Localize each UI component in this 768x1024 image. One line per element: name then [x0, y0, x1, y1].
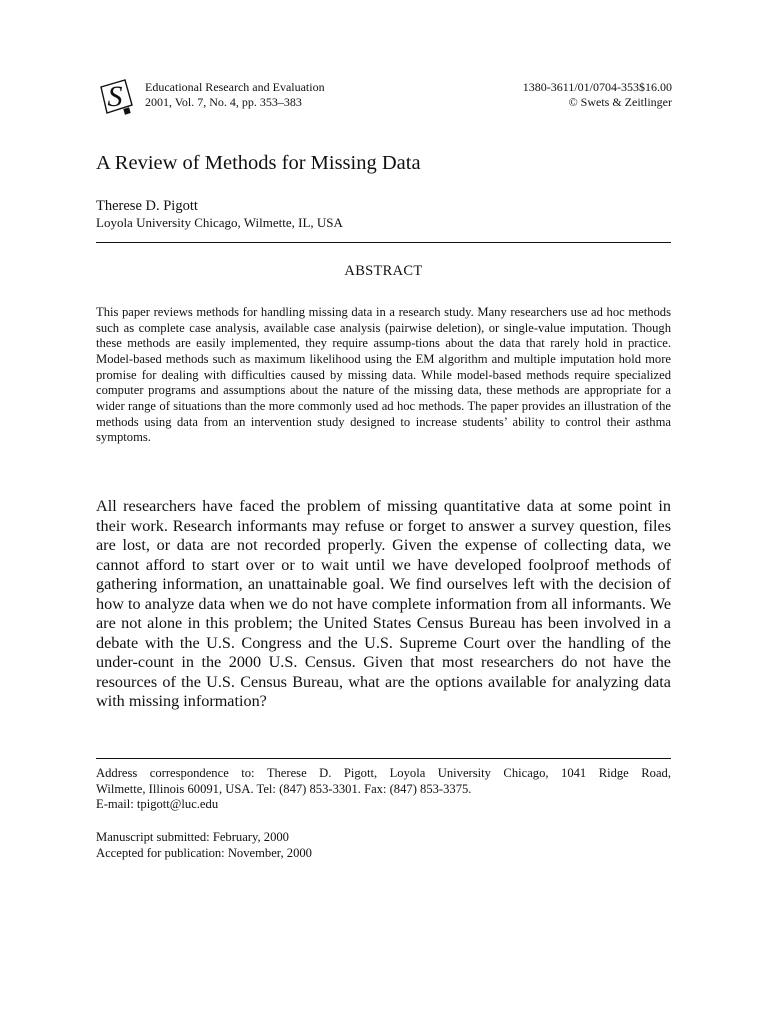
journal-citation: 2001, Vol. 7, No. 4, pp. 353–383	[145, 95, 302, 109]
logo-letter: S	[107, 80, 123, 113]
correspondence-footnote	[96, 766, 671, 813]
paper-title: A Review of Methods for Missing Data	[96, 152, 421, 174]
intro-paragraph: All researchers have faced the problem of missing quantitative data at some point in their work. Research informants may refuse or forget to answer a survey question, files are lost, or data are not recorded properly. Given the expense of collecting data, we cannot afford to start over or to wait until we have developed foolproof methods of gathering information, an unattainable goal. We find ourselves left with the decision of how to analyze data when we do not have complete information from all informants. We are not alone in this problem; the United States Census Bureau has been involved in a debate with the U.S. Congress and the U.S. Supreme Court over the handling of the under-count in the 2000 U.S. Census. Given that most researchers do not have the resources of the U.S. Census Bureau, what are the options available for analyzing data with missing information?	[96, 497, 671, 710]
address-line-2: Wilmette, Illinois 60091, USA. Tel: (847) 853-3301. Fax: (847) 853-3375.	[96, 781, 472, 796]
title-divider	[96, 242, 671, 243]
submitted-date: Manuscript submitted: February, 2000	[96, 830, 289, 844]
manuscript-dates	[96, 830, 312, 861]
email-line: E-mail: tpigott@luc.edu	[96, 797, 219, 812]
author-name: Therese D. Pigott	[96, 198, 198, 214]
journal-info	[145, 80, 325, 110]
publisher-logo	[96, 78, 134, 116]
abstract-heading: ABSTRACT	[344, 263, 423, 279]
abstract-text: This paper reviews methods for handling missing data in a research study. Many researchers use ad hoc methods such as complete case analysis, available case analysis (pairwise deletion), or single-value imputation. Though these methods are easily implemented, they require assump-tions about the data that rarely hold in practice. Model-based methods such as maximum likelihood using the EM algorithm and multiple imputation hold more promise for dealing with difficulties caused by missing data. While model-based methods require specialized computer programs and assumptions about the nature of the missing data, these methods are appropriate for a wider range of situations than the more commonly used ad hoc methods. The paper provides an illustration of the methods using data from an intervention study designed to increase students’ ability to control their asthma symptoms.	[96, 305, 671, 445]
issn-price: 1380-3611/01/0704-353$16.00	[522, 80, 672, 94]
publication-codes	[523, 80, 672, 110]
journal-name: Educational Research and Evaluation	[145, 80, 325, 94]
address-line-1: Address correspondence to: Therese D. Pigott, Loyola University Chicago, 1041 Ridge Road,	[96, 766, 671, 780]
footnote-divider	[96, 758, 671, 759]
author-affiliation: Loyola University Chicago, Wilmette, IL, USA	[96, 215, 343, 230]
accepted-date: Accepted for publication: November, 2000	[96, 845, 312, 860]
copyright-notice: © Swets & Zeitlinger	[568, 95, 672, 109]
